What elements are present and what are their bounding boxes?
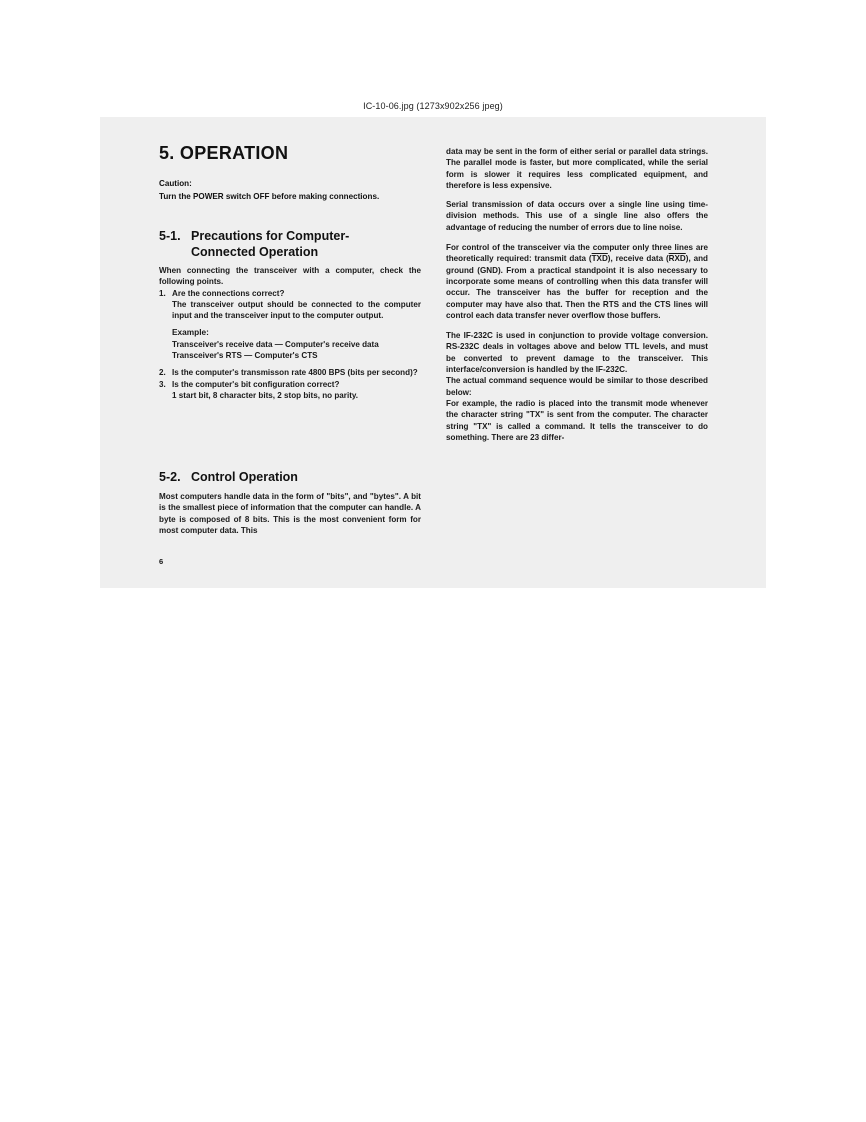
txd-signal: $\overline{TXD}$ <box>591 254 608 264</box>
example-line-1: Transceiver's receive data — Computer's receive data <box>172 339 379 349</box>
item-number: 1. <box>159 288 166 298</box>
text-segment: For control of the transceiver via the computer only three lines are theoretically required: transmit data ( <box>446 243 708 264</box>
item-question: Are the connections correct? <box>172 288 285 298</box>
section-5-1-body <box>159 265 421 401</box>
item-3-detail: 1 start bit, 8 character bits, 2 stop bits, no parity. <box>172 390 359 400</box>
section-5-1-title-line2: Connected Operation <box>191 244 319 259</box>
section-5-2-heading <box>159 470 298 486</box>
text-segment: ), receive data ( <box>607 254 669 264</box>
section-5-2-title: Control Operation <box>191 470 298 484</box>
page-number: 6 <box>159 557 164 566</box>
section-5-2-body: Most computers handle data in the form of "bits", and "bytes". A bit is the smallest piece of information that the computer can handle. A byte is composed of 8 bits. This is the most convenient form for most computer data. This <box>159 492 421 535</box>
item-number: 3. <box>159 379 166 389</box>
caution-title: Caution: <box>159 179 192 188</box>
item-text: Is the computer's bit configuration correct? <box>172 379 340 389</box>
section-5-1-number: 5-1. <box>159 229 181 243</box>
section-5-1-title-line1: Precautions for Computer- <box>191 229 350 243</box>
checklist-item-2 <box>159 367 421 378</box>
rxd-signal: $\overline{RXD}$ <box>668 254 686 264</box>
paragraph-serial-transmission: Serial transmission of data occurs over a single line using time-division methods. This use of a single line also offers the advantage of reducing the number of errors due to line noise. <box>446 200 708 232</box>
example-title: Example: <box>172 327 209 338</box>
section-5-2-number: 5-2. <box>159 470 181 484</box>
item-text: Is the computer's transmisson rate 4800 BPS (bits per second)? <box>172 368 418 378</box>
section-5-1-intro: When connecting the transceiver with a computer, check the following points. <box>159 266 421 287</box>
paragraph-serial-parallel: data may be sent in the form of either serial or parallel data strings. The parallel mode is faster, but more complicated, while the serial form is slower it requires less complicated equipment, and therefore is less expensive. <box>446 147 708 190</box>
paragraph-command-sequence: The actual command sequence would be similar to those described below: <box>446 376 708 397</box>
paragraph-if-232c: The IF-232C is used in conjunction to provide voltage conversion. RS-232C deals in voltages above and below TTL levels, and must be converted to prevent damage to the transceiver. This interface/conversion is handled by the IF-232C. <box>446 331 708 375</box>
checklist-item-3 <box>159 379 421 390</box>
image-caption: IC-10-06.jpg (1273x902x256 jpeg) <box>363 101 503 111</box>
checklist-item-1 <box>159 288 421 299</box>
caution-text: Turn the POWER switch OFF before making connections. <box>159 192 380 201</box>
paragraph-tx-example: For example, the radio is placed into the transmit mode whenever the character string "TX" is sent from the computer. The character string "TX" is called a command. It tells the transceiver to do something. There are 23 differ- <box>446 398 708 442</box>
item-number: 2. <box>159 368 166 378</box>
text-segment: ), and ground (GND). From a practical standpoint it is also necessary to incorporate some means of controlling when this data transfer will occur. The transceiver has the buffer for reception and the computer may have also that. Then the RTS and the CTS lines will control each data transfer never overflow those buffers. <box>446 254 708 320</box>
right-column <box>446 146 708 443</box>
page-heading: 5. OPERATION <box>159 143 289 163</box>
item-1-detail: The transceiver output should be connected to the computer input and the transceiver input to the computer output. <box>172 299 421 321</box>
section-5-1-heading <box>159 229 349 260</box>
example-line-2: Transceiver's RTS — Computer's CTS <box>172 351 318 361</box>
scanned-page <box>100 117 766 588</box>
paragraph-control-lines <box>446 242 708 321</box>
